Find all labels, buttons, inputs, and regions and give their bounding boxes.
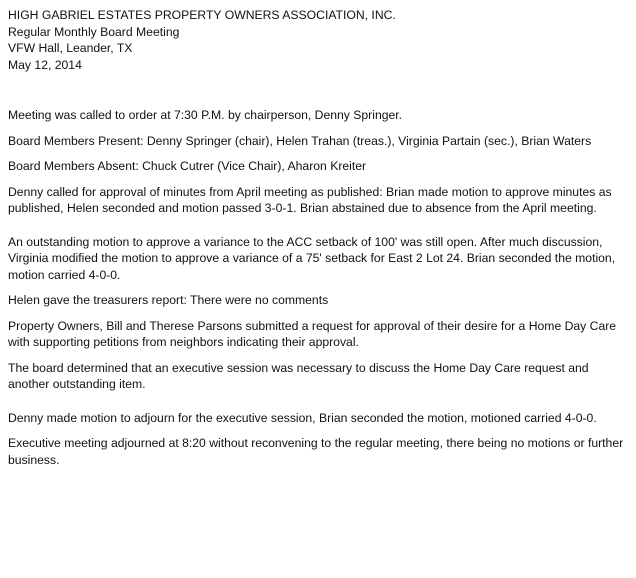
executive-session-paragraph: The board determined that an executive session was necessary to discuss the Home Day Care request and another outstanding item. — [8, 360, 589, 391]
meeting-minutes-document — [8, 7, 632, 468]
call-to-order-paragraph: Meeting was called to order at 7:30 P.M. by chairperson, Denny Springer. — [8, 108, 403, 122]
treasurer-report-paragraph: Helen gave the treasurers report: There were no comments — [8, 293, 329, 307]
home-day-care-request-paragraph: Property Owners, Bill and Therese Parsons submitted a request for approval of their desire for a Home Day Care with supporting petitions from neighbors indicating their approval. — [8, 318, 617, 349]
members-present-paragraph: Board Members Present: Denny Springer (chair), Helen Trahan (treas.), Virginia Partain (sec.), Brian Waters — [8, 133, 592, 148]
organization-name: HIGH GABRIEL ESTATES PROPERTY OWNERS ASSOCIATION, INC. — [8, 8, 396, 22]
minutes-approval-paragraph: Denny called for approval of minutes from April meeting as published: Brian made motion to approve minutes as published, Helen seconded and motion passed 3-0-1. Brian abstained due to absence from the April meeting. — [8, 184, 612, 215]
meeting-type: Regular Monthly Board Meeting — [8, 24, 180, 39]
document-header — [8, 7, 632, 73]
meeting-date: May 12, 2014 — [8, 57, 82, 72]
adjourn-motion-paragraph: Denny made motion to adjourn for the executive session, Brian seconded the motion, motioned carried 4-0-0. — [8, 410, 597, 425]
executive-adjournment-paragraph: Executive meeting adjourned at 8:20 without reconvening to the regular meeting, there being no motions or further business. — [8, 436, 624, 467]
variance-motion-paragraph: An outstanding motion to approve a variance to the ACC setback of 100' was still open. After much discussion, Virginia modified the motion to approve a variance of a 75' setback for East 2 Lot 24. Brian seconded the motion, motion carried 4-0-0. — [8, 234, 616, 282]
meeting-location: VFW Hall, Leander, TX — [8, 41, 133, 55]
members-absent-paragraph: Board Members Absent: Chuck Cutrer (Vice Chair), Aharon Kreiter — [8, 159, 367, 173]
